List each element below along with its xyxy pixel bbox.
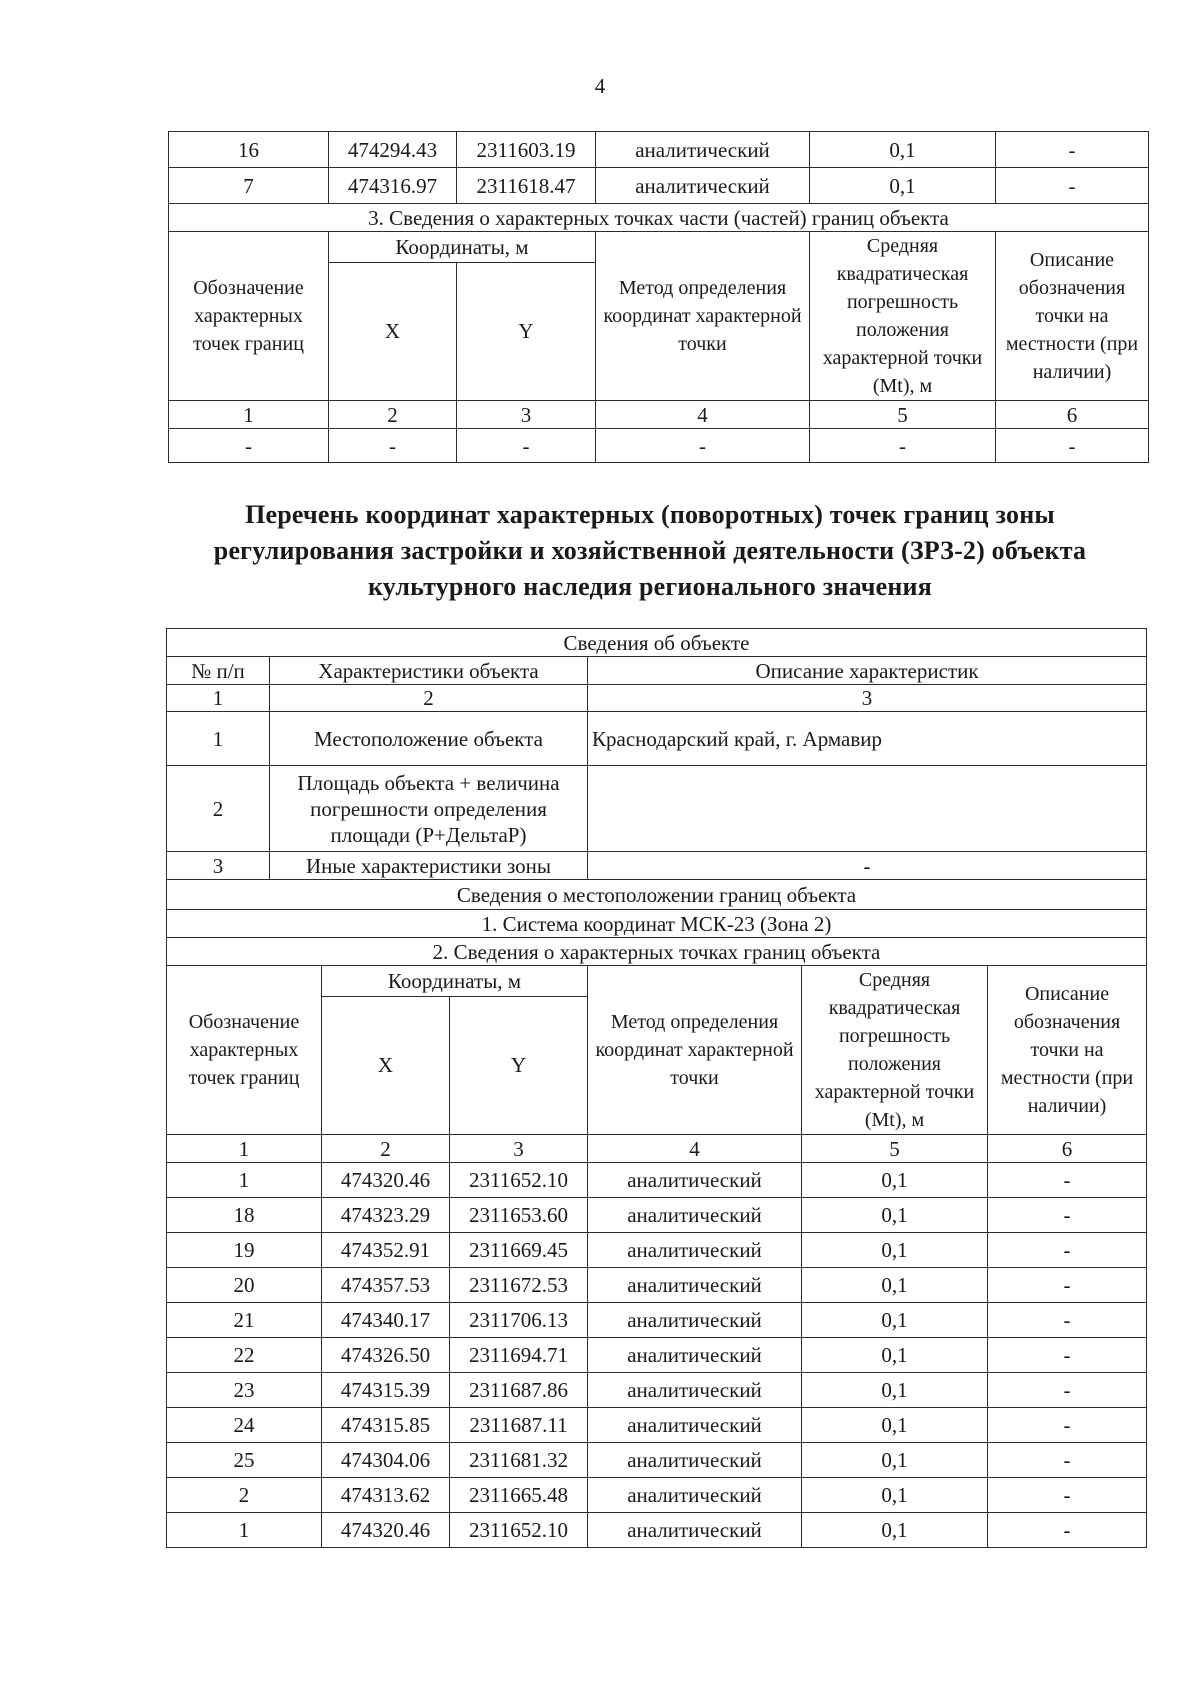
table-row — [169, 168, 1149, 204]
y-cell: 2311681.32 — [450, 1443, 588, 1478]
table-row — [167, 1408, 1147, 1443]
info-column-numbers-row: 1 2 3 — [167, 685, 1147, 712]
x-cell: 474326.50 — [322, 1338, 450, 1373]
error-cell: 0,1 — [802, 1198, 988, 1233]
header-method: Метод определения координат характерной точки — [596, 232, 810, 401]
table-row — [167, 1233, 1147, 1268]
header-y: Y — [457, 262, 596, 400]
description-cell: - — [988, 1478, 1147, 1513]
y-cell: 2311665.48 — [450, 1478, 588, 1513]
header-coords: Координаты, м — [329, 232, 596, 263]
point-id-cell: 7 — [169, 168, 329, 204]
heading-line: регулирования застройки и хозяйственной деятельности (ЗРЗ-2) объекта — [213, 536, 1087, 565]
point-id-cell: 25 — [167, 1443, 322, 1478]
x-cell: 474320.46 — [322, 1513, 450, 1548]
y-cell: 2311687.11 — [450, 1408, 588, 1443]
method-cell: аналитический — [588, 1233, 802, 1268]
point-id-cell: 22 — [167, 1338, 322, 1373]
error-cell: 0,1 — [802, 1163, 988, 1198]
method-cell: аналитический — [588, 1373, 802, 1408]
page-number: 4 — [594, 74, 606, 98]
info-row: 1 Местоположение объекта Краснодарский край, г. Армавир — [167, 712, 1147, 766]
description-cell: - — [988, 1198, 1147, 1233]
description-cell: - — [988, 1408, 1147, 1443]
error-cell: 0,1 — [802, 1373, 988, 1408]
x-cell: 474323.29 — [322, 1198, 450, 1233]
x-cell: 474294.43 — [329, 132, 457, 168]
column-numbers-row: 1 2 3 4 5 6 — [169, 401, 1149, 429]
info-row: 3 Иные характеристики зоны - — [167, 852, 1147, 880]
coord-system: 1. Система координат МСК-23 (Зона 2) — [167, 910, 1147, 938]
table-row — [167, 1443, 1147, 1478]
zone-coordinates-table — [166, 628, 1147, 1548]
point-id-cell: 23 — [167, 1373, 322, 1408]
y-cell: 2311669.45 — [450, 1233, 588, 1268]
table-row — [167, 1303, 1147, 1338]
table-row — [167, 1373, 1147, 1408]
description-cell: - — [988, 1303, 1147, 1338]
header-error: Средняя квадратическая погрешность положения характерной точки (Mt), м — [802, 966, 988, 1135]
method-cell: аналитический — [588, 1163, 802, 1198]
y-cell: 2311652.10 — [450, 1163, 588, 1198]
header-error: Средняя квадратическая погрешность положения характерной точки (Mt), м — [810, 232, 996, 401]
table-row — [167, 1268, 1147, 1303]
method-cell: аналитический — [588, 1198, 802, 1233]
header-description: Описание обозначения точки на местности (при наличии) — [996, 232, 1149, 401]
x-cell: 474357.53 — [322, 1268, 450, 1303]
x-cell: 474352.91 — [322, 1233, 450, 1268]
error-cell: 0,1 — [802, 1268, 988, 1303]
x-cell: 474340.17 — [322, 1303, 450, 1338]
y-cell: 2311694.71 — [450, 1338, 588, 1373]
point-id-cell: 18 — [167, 1198, 322, 1233]
table-row — [167, 1478, 1147, 1513]
info-header-char: Характеристики объекта — [270, 657, 588, 685]
location-title: Сведения о местоположении границ объекта — [167, 880, 1147, 910]
table-row — [167, 1198, 1147, 1233]
points-title: 2. Сведения о характерных точках границ объекта — [167, 938, 1147, 966]
point-id-cell: 1 — [167, 1513, 322, 1548]
method-cell: аналитический — [588, 1303, 802, 1338]
header-coords: Координаты, м — [322, 966, 588, 997]
points-body — [167, 1163, 1147, 1548]
empty-row: - - - - - - — [169, 429, 1149, 463]
point-id-cell: 16 — [169, 132, 329, 168]
description-cell: - — [996, 132, 1149, 168]
table-row — [167, 1163, 1147, 1198]
point-id-cell: 19 — [167, 1233, 322, 1268]
method-cell: аналитический — [588, 1443, 802, 1478]
error-cell: 0,1 — [802, 1478, 988, 1513]
point-id-cell: 21 — [167, 1303, 322, 1338]
x-cell: 474313.62 — [322, 1478, 450, 1513]
boundary-points-table-continued — [168, 131, 1149, 463]
error-cell: 0,1 — [802, 1233, 988, 1268]
description-cell: - — [988, 1513, 1147, 1548]
header-point: Обозначение характерных точек границ — [167, 966, 322, 1135]
method-cell: аналитический — [596, 132, 810, 168]
header-method: Метод определения координат характерной точки — [588, 966, 802, 1135]
description-cell: - — [988, 1233, 1147, 1268]
x-cell: 474320.46 — [322, 1163, 450, 1198]
x-cell: 474315.85 — [322, 1408, 450, 1443]
error-cell: 0,1 — [802, 1513, 988, 1548]
x-cell: 474304.06 — [322, 1443, 450, 1478]
description-cell: - — [988, 1268, 1147, 1303]
method-cell: аналитический — [588, 1268, 802, 1303]
description-cell: - — [988, 1443, 1147, 1478]
method-cell: аналитический — [588, 1408, 802, 1443]
y-cell: 2311652.10 — [450, 1513, 588, 1548]
error-cell: 0,1 — [802, 1408, 988, 1443]
description-cell: - — [988, 1373, 1147, 1408]
info-row: 2 Площадь объекта + величина погрешности определения площади (P+ДельтаP) — [167, 766, 1147, 852]
x-cell: 474316.97 — [329, 168, 457, 204]
error-cell: 0,1 — [810, 168, 996, 204]
header-y: Y — [450, 996, 588, 1134]
error-cell: 0,1 — [802, 1443, 988, 1478]
y-cell: 2311706.13 — [450, 1303, 588, 1338]
method-cell: аналитический — [596, 168, 810, 204]
method-cell: аналитический — [588, 1513, 802, 1548]
header-description: Описание обозначения точки на местности (при наличии) — [988, 966, 1147, 1135]
point-id-cell: 1 — [167, 1163, 322, 1198]
y-cell: 2311603.19 — [457, 132, 596, 168]
description-cell: - — [988, 1163, 1147, 1198]
column-numbers-row: 1 2 3 4 5 6 — [167, 1135, 1147, 1163]
description-cell: - — [988, 1338, 1147, 1373]
error-cell: 0,1 — [802, 1303, 988, 1338]
point-id-cell: 20 — [167, 1268, 322, 1303]
info-header-desc: Описание характеристик — [588, 657, 1147, 685]
header-x: X — [322, 996, 450, 1134]
heading-line: культурного наследия регионального значения — [367, 572, 933, 601]
table-row — [167, 1513, 1147, 1548]
table-row — [169, 132, 1149, 168]
method-cell: аналитический — [588, 1478, 802, 1513]
object-info-title: Сведения об объекте — [167, 629, 1147, 657]
header-x: X — [329, 262, 457, 400]
error-cell: 0,1 — [802, 1338, 988, 1373]
error-cell: 0,1 — [810, 132, 996, 168]
heading-line: Перечень координат характерных (поворотных) точек границ зоны — [245, 500, 1055, 529]
description-cell: - — [996, 168, 1149, 204]
y-cell: 2311672.53 — [450, 1268, 588, 1303]
info-header-num: № п/п — [167, 657, 270, 685]
x-cell: 474315.39 — [322, 1373, 450, 1408]
section3-title: 3. Сведения о характерных точках части (частей) границ объекта — [169, 204, 1149, 232]
y-cell: 2311653.60 — [450, 1198, 588, 1233]
point-id-cell: 24 — [167, 1408, 322, 1443]
header-point: Обозначение характерных точек границ — [169, 232, 329, 401]
method-cell: аналитический — [588, 1338, 802, 1373]
point-id-cell: 2 — [167, 1478, 322, 1513]
document-heading — [150, 497, 1150, 605]
y-cell: 2311618.47 — [457, 168, 596, 204]
table-row — [167, 1338, 1147, 1373]
y-cell: 2311687.86 — [450, 1373, 588, 1408]
